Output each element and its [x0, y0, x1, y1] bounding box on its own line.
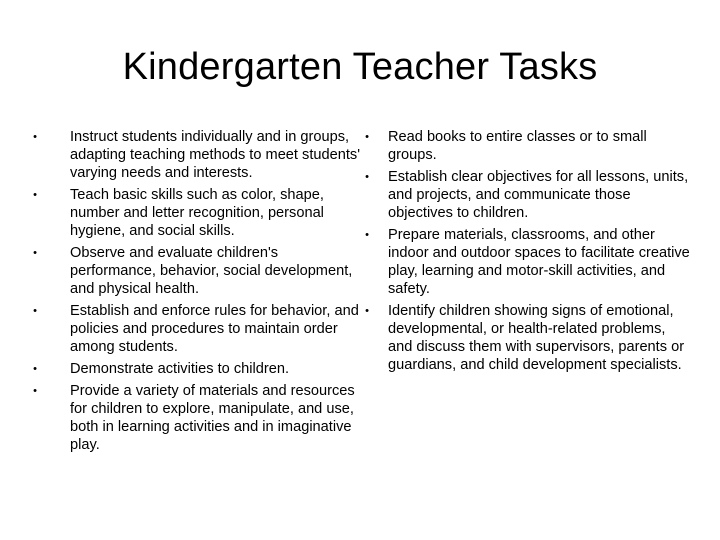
- bullet-icon: •: [365, 229, 369, 241]
- list-item: [362, 226, 692, 298]
- list-item-text: Identify children showing signs of emotional, developmental, or health-related problems, and discuss them with supervisors, parents or guardians, and child development specialists.: [388, 303, 685, 373]
- list-item-text: Prepare materials, classrooms, and other indoor and outdoor spaces to facilitate creative play, learning and motor-skill activities, and safety.: [388, 227, 690, 297]
- list-item-text: Instruct students individually and in groups, adapting teaching methods to meet students' varying needs and interests.: [70, 129, 360, 181]
- list-item-text: Read books to entire classes or to small groups.: [388, 129, 647, 163]
- bullet-icon: •: [33, 363, 37, 375]
- bullet-icon: •: [33, 247, 37, 259]
- list-item: [362, 128, 692, 164]
- list-item-text: Establish clear objectives for all lessons, units, and projects, and communicate those objectives to children.: [388, 169, 689, 221]
- list-item: [30, 382, 360, 454]
- list-item-text: Establish and enforce rules for behavior, and policies and procedures to maintain order among students.: [70, 303, 359, 355]
- list-item: [30, 302, 360, 356]
- list-item: [362, 302, 692, 374]
- bullet-icon: •: [365, 171, 369, 183]
- list-item-text: Teach basic skills such as color, shape, number and letter recognition, personal hygiene, and social skills.: [70, 187, 324, 239]
- list-item-text: Observe and evaluate children's performance, behavior, social development, and physical health.: [70, 245, 353, 297]
- list-item: [30, 244, 360, 298]
- bullet-icon: •: [33, 189, 37, 201]
- slide-title: Kindergarten Teacher Tasks: [122, 46, 598, 88]
- list-item: [362, 168, 692, 222]
- list-item: [30, 128, 360, 182]
- list-item-text: Demonstrate activities to children.: [70, 361, 289, 377]
- bullet-icon: •: [33, 305, 37, 317]
- bullet-icon: •: [33, 385, 37, 397]
- bullet-icon: •: [365, 305, 369, 317]
- list-item: [30, 360, 360, 378]
- left-bullet-list: [30, 128, 360, 458]
- list-item: [30, 186, 360, 240]
- bullet-icon: •: [365, 131, 369, 143]
- list-item-text: Provide a variety of materials and resources for children to explore, manipulate, and use, both in learning activities and in imaginative play.: [70, 383, 355, 453]
- bullet-icon: •: [33, 131, 37, 143]
- right-bullet-list: [362, 128, 692, 378]
